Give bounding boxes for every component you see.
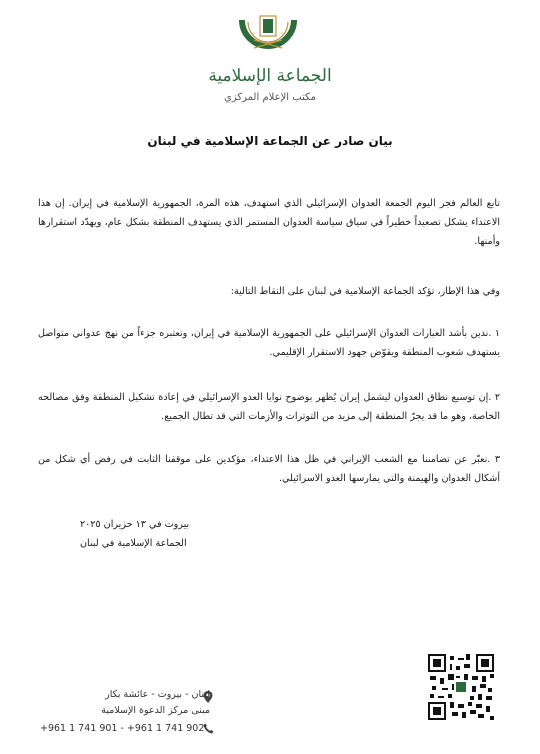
statement-signature: الجماعة الإسلامية في لبنان: [80, 538, 187, 549]
statement-title: بيان صادر عن الجماعة الإسلامية في لبنان: [147, 134, 393, 148]
organization-department: مكتب الإعلام المركزي: [224, 92, 316, 103]
paragraph-intro: تابع العالم فجر اليوم الجمعة العدوان الإسرائيلي الذي استهدف، هذه المرة، الجمهورية الإسلامية في إيران. إن هذا الاعتداء يشكل تصعيداً خطيراً في سياق سياسة العدوان المستمر الذي يستهدف المنطقة بشكل عام، ويهدّد استقرارها وأمنها.: [38, 198, 500, 247]
paragraph-point-2: ٢ .إن توسيع نطاق العدوان ليشمل إيران يُظهر بوضوح نوايا العدو الإسرائيلي في إعادة تشكيل المنطقة وفق مصالحه الخاصة، وهو ما قد يجرّ المنطقة إلى مزيد من التوترات والأزمات التي قد تطال الجميع.: [38, 392, 500, 422]
organization-name: الجماعة الإسلامية: [208, 66, 332, 86]
phone-numbers: +961 1 741 901 - +961 1 741 902: [40, 723, 205, 734]
address-line-2: مبنى مركز الدعوة الإسلامية: [101, 705, 210, 716]
paragraph-point-3: ٣ .نعبّر عن تضامننا مع الشعب الإيراني في ظل هذا الاعتداء، مؤكدين على موقفنا الثابت في رفض أي شكل من أشكال العدوان والهيمنة والتي يمارسها العدو الاسرائيلي.: [38, 454, 500, 484]
address-line-1: لبنان - بيروت - عائشة بكار: [105, 689, 210, 700]
qr-code-icon: [428, 654, 494, 720]
statement-date: بيروت في ١٣ حزيران ٢٠٢٥: [80, 519, 190, 530]
paragraph-framework: وفي هذا الإطار، تؤكد الجماعة الإسلامية في لبنان على النقاط التالية:: [230, 286, 500, 297]
organization-logo-icon: [228, 10, 308, 66]
paragraph-point-1: ١ .ندين بأشد العبارات العدوان الإسرائيلي على الجمهورية الإسلامية في إيران، ونعتبره جزءاً من نهج عدواني متواصل يستهدف شعوب المنطقة ويقوّض جهود الاستقرار الإقليمي.: [38, 328, 500, 358]
